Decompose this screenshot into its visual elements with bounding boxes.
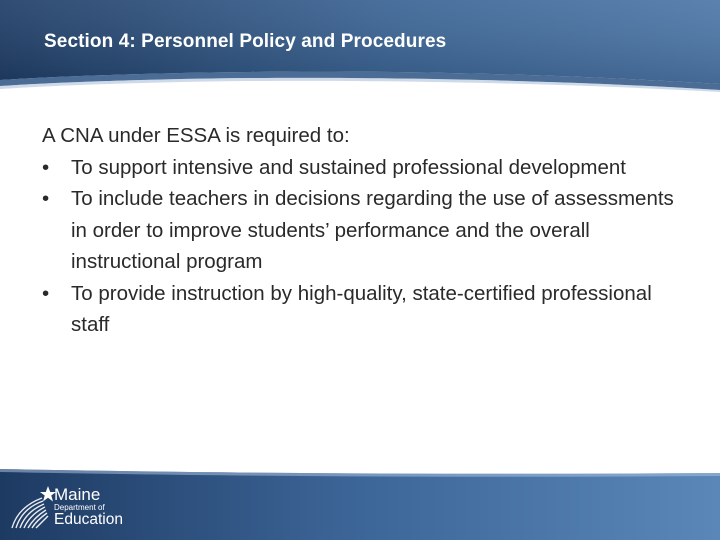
intro-text: A CNA under ESSA is required to:: [42, 124, 350, 147]
bullet-text: To support intensive and sustained professional development: [71, 155, 626, 179]
bullet-text: To include teachers in decisions regarding the use of assessments in order to improve students’ performance and the overall instructional program: [71, 187, 674, 273]
maine-doe-logo: [8, 482, 148, 532]
bullet-marker: •: [42, 155, 50, 179]
bullet-marker: •: [42, 281, 50, 305]
logo-line-education: Education: [54, 511, 123, 528]
list-item: [42, 278, 682, 341]
bullet-text: To provide instruction by high-quality, state-certified professional staff: [71, 281, 652, 336]
logo-line-maine: Maine: [54, 485, 101, 504]
slide-content: [42, 120, 682, 341]
slide-title: Section 4: Personnel Policy and Procedures: [44, 31, 447, 52]
logo-line-department: Department of: [54, 503, 105, 512]
bullet-marker: •: [42, 187, 50, 210]
list-item: [42, 183, 682, 278]
logo-wordmark: [54, 486, 123, 528]
bullet-list: [42, 152, 682, 341]
star-swoosh-icon: [8, 484, 56, 530]
list-item: [42, 152, 682, 184]
